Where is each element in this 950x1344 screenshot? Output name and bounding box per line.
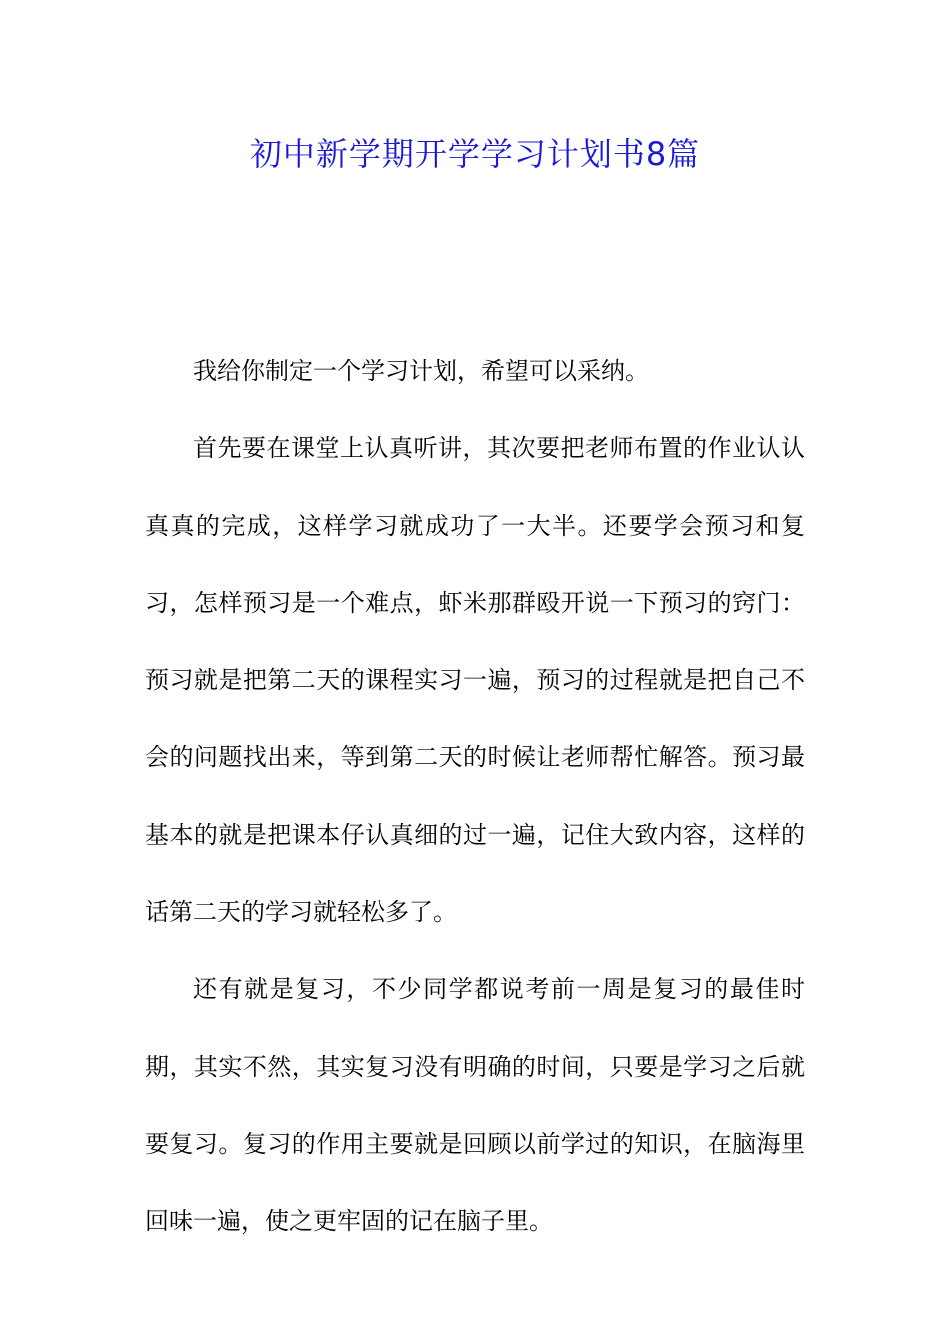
paragraph-preview: 首先要在课堂上认真听讲，其次要把老师布置的作业认认真真的完成，这样学习就成功了一大半。还要学会预习和复习，怎样预习是一个难点，虾米那群殴开说一下预习的窍门：预习就是把第二天的课程实习一遍，预习的过程就是把自己不会的问题找出来，等到第二天的时候让老师帮忙解答。预习最基本的就是把课本仔认真细的过一遍，记住大致内容，这样的话第二天的学习就轻松多了。 <box>145 434 805 927</box>
paragraph-review: 还有就是复习，不少同学都说考前一周是复习的最佳时期，其实不然，其实复习没有明确的时间，只要是学习之后就要复习。复习的作用主要就是回顾以前学过的知识，在脑海里回味一遍，使之更牢固的记在脑子里。 <box>145 975 805 1236</box>
document-body <box>145 333 805 1261</box>
document-title: 初中新学期开学学习计划书8篇 <box>249 135 701 173</box>
paragraph-intro: 我给你制定一个学习计划，希望可以采纳。 <box>193 357 649 385</box>
